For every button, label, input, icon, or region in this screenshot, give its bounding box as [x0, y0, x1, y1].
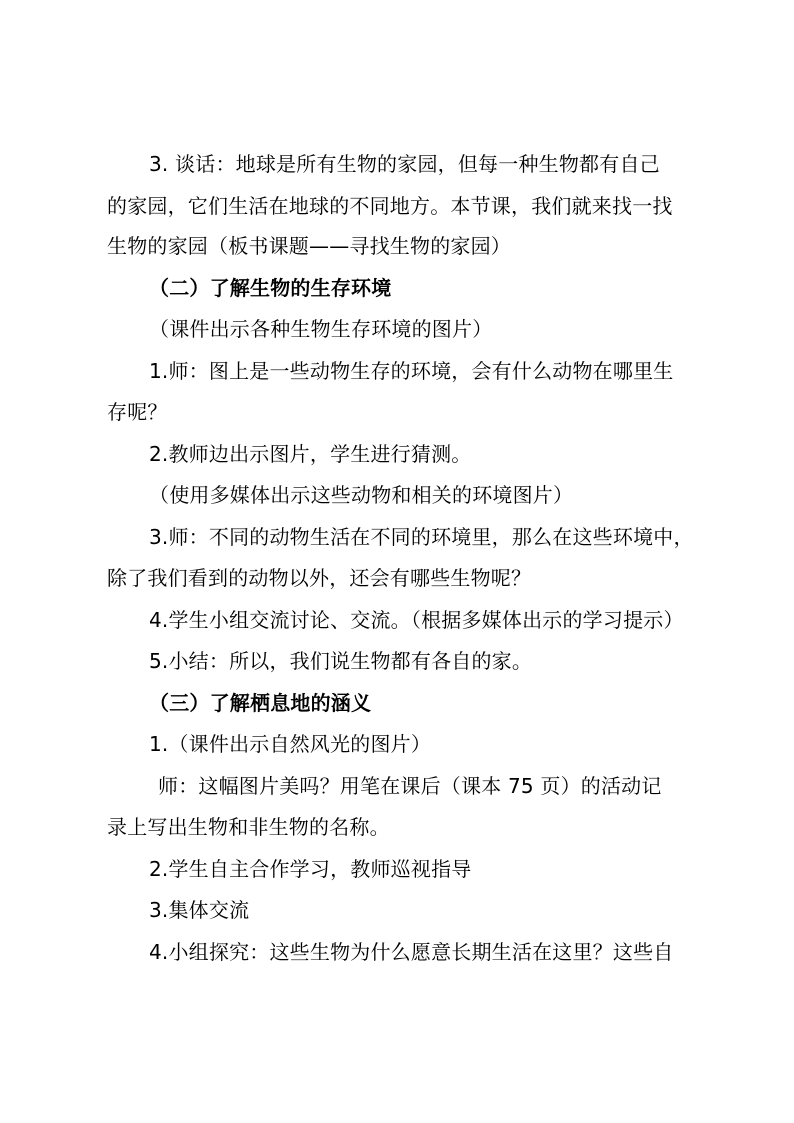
paragraph-talk-line-2: 的家园，它们生活在地球的不同地方。本节课，我们就来找一找: [107, 194, 673, 218]
section-heading-2: （二）了解生物的生存环境: [149, 276, 392, 300]
section-heading-3: （三）了解栖息地的涵义: [149, 691, 372, 715]
item-3-group-exchange: 3.集体交流: [149, 898, 250, 922]
item-1-line-2: 存呢？: [107, 400, 168, 424]
teacher-question-line-2: 录上写出生物和非生物的名称。: [107, 815, 390, 839]
item-2: 2.教师边出示图片，学生进行猜测。: [149, 442, 472, 466]
item-4: 4.学生小组交流讨论、交流。（根据多媒体出示的学习提示）: [149, 608, 684, 632]
paragraph-talk-line-1: 3. 谈话：地球是所有生物的家园，但每一种生物都有自己: [149, 152, 660, 176]
item-1-courseware: 1.（课件出示自然风光的图片）: [149, 732, 432, 756]
item-3-line-2: 除了我们看到的动物以外，还会有哪些生物呢？: [107, 566, 532, 590]
item-2-cooperative-learning: 2.学生自主合作学习，教师巡视指导: [149, 857, 472, 881]
item-1-line-1: 1.师：图上是一些动物生存的环境，会有什么动物在哪里生: [149, 359, 674, 383]
teacher-question-line-1: 师：这幅图片美吗？用笔在课后（课本 75 页）的活动记: [158, 774, 662, 798]
note-multimedia: （使用多媒体出示这些动物和相关的环境图片）: [149, 483, 574, 507]
paragraph-talk-line-3: 生物的家园（板书课题——寻找生物的家园）: [107, 234, 511, 258]
item-5-summary: 5.小结：所以，我们说生物都有各自的家。: [149, 649, 533, 673]
item-3-line-1: 3.师：不同的动物生活在不同的环境里，那么在这些环境中，: [149, 525, 694, 549]
note-courseware-environment: （课件出示各种生物生存环境的图片）: [149, 317, 493, 341]
item-4-group-inquiry: 4.小组探究：这些生物为什么愿意长期生活在这里？这些自: [149, 940, 674, 964]
